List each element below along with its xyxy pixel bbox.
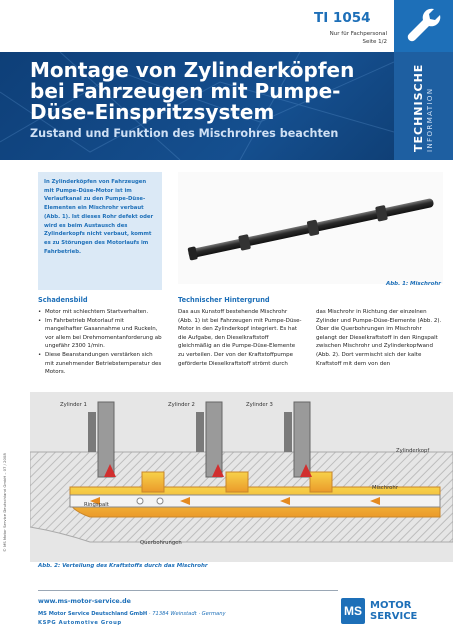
company-address (38, 611, 226, 617)
schadensbild-list (38, 308, 162, 377)
page-number: Seite 1/2 (362, 39, 387, 45)
footer-divider (38, 590, 338, 591)
label-zylinderkopf: Zylinderkopf (396, 448, 430, 454)
audience-note: Nur für Fachpersonal (329, 31, 387, 37)
list-item: • Diese Beanstandungen verstärken sich mit zunehmender Betriebstemperatur des Motors. (38, 351, 162, 377)
hintergrund-text-1: Das aus Kunstoff bestehende Mischrohr (Abb. 1) ist bei Fahrzeugen mit Pumpe-Düse-Motor in den Zylinderkopf integriert. Es hat die Aufgabe, den Dieselkraftstoff gleichmäßig an die Pumpe-Düse-Elemente zu verteilen. Der von der Kraftstoffpumpe geförderte Dieselkraftstoff strömt durch (178, 309, 302, 367)
label-mischrohr: Mischrohr (372, 485, 398, 491)
intro-box: In Zylinderköpfen von Fahrzeugen mit Pumpe-Düse-Motor ist im Verlaufkanal zu den Pumpe-Düse-Elementen ein Mischrohr verbaut (Abb. 1). Ist dieses Rohr defekt oder wird es beim Austausch des Zylinderkopfs nicht verbaut, kommt es zu Störungen des Motorlaufs im Fahrbetrieb. (38, 172, 162, 290)
logo-text (370, 600, 417, 622)
figure-1-caption: Abb. 1: Mischrohr (385, 281, 441, 287)
side-label-main: TECHNISCHE (412, 63, 425, 152)
company-name: MS Motor Service Deutschland GmbH (38, 611, 148, 617)
page-info (330, 30, 387, 46)
label-zylinder-2: Zylinder 2 (168, 402, 195, 408)
label-querbohrungen: Querbohrungen (140, 540, 182, 546)
side-label-sub: INFORMATION (426, 87, 434, 152)
fuel-distribution-diagram (30, 392, 453, 562)
wrench-icon (394, 0, 453, 52)
page-subtitle: Zustand und Funktion des Mischrohres beachten (30, 127, 339, 140)
logo-mark-text: MS (344, 604, 362, 618)
list-item: • Motor mit schlechtem Startverhalten. (38, 308, 162, 317)
page-title: Montage von Zylinderköpfen bei Fahrzeugen mit Pumpe-Düse-Einspritzsystem (30, 58, 355, 124)
address-line: · 71384 Weinstadt · Germany (147, 611, 226, 617)
mischrohr-photo (178, 172, 443, 284)
motor-service-logo (341, 598, 365, 624)
label-zylinder-1: Zylinder 1 (60, 402, 87, 408)
label-zylinder-3: Zylinder 3 (246, 402, 273, 408)
group-name: KSPG Automotive Group (38, 620, 122, 626)
figure-2-caption: Abb. 2: Verteilung des Kraftstoffs durch das Mischrohr (38, 563, 208, 569)
ti-number: TI 1054 (314, 10, 371, 26)
copyright-note: © MS Motor Service Deutschland GmbH – 07 / 2008 (2, 453, 7, 552)
hintergrund-heading: Technischer Hintergrund (178, 296, 270, 304)
schadensbild-heading: Schadensbild (38, 296, 88, 304)
website-link[interactable]: www.ms-motor-service.de (38, 598, 131, 605)
logo-line-1: MOTOR (370, 600, 412, 611)
list-item: • Im Fahrbetrieb Motorlauf mit mangelhafter Gasannahme und Ruckeln, vor allem bei Drehmomentanforderung ab ungefähr 2300 1/min. (38, 317, 162, 351)
wrench-badge (394, 0, 453, 52)
logo-line-2: SERVICE (370, 611, 418, 622)
label-ringspalt: Ringspalt (84, 502, 109, 508)
hintergrund-text-2: das Mischrohr in Richtung der einzelnen Zylinder und Pumpe-Düse-Elemente (Abb. 2). Über die Querbohrungen im Mischrohr gelangt der Dieselkraftstoff in den Ringspalt zwischen Mischrohr und Zylinderkopfwand (Abb. 2). Dort vermischt sich der kalte Kraftstoff mit dem von den (316, 309, 442, 367)
